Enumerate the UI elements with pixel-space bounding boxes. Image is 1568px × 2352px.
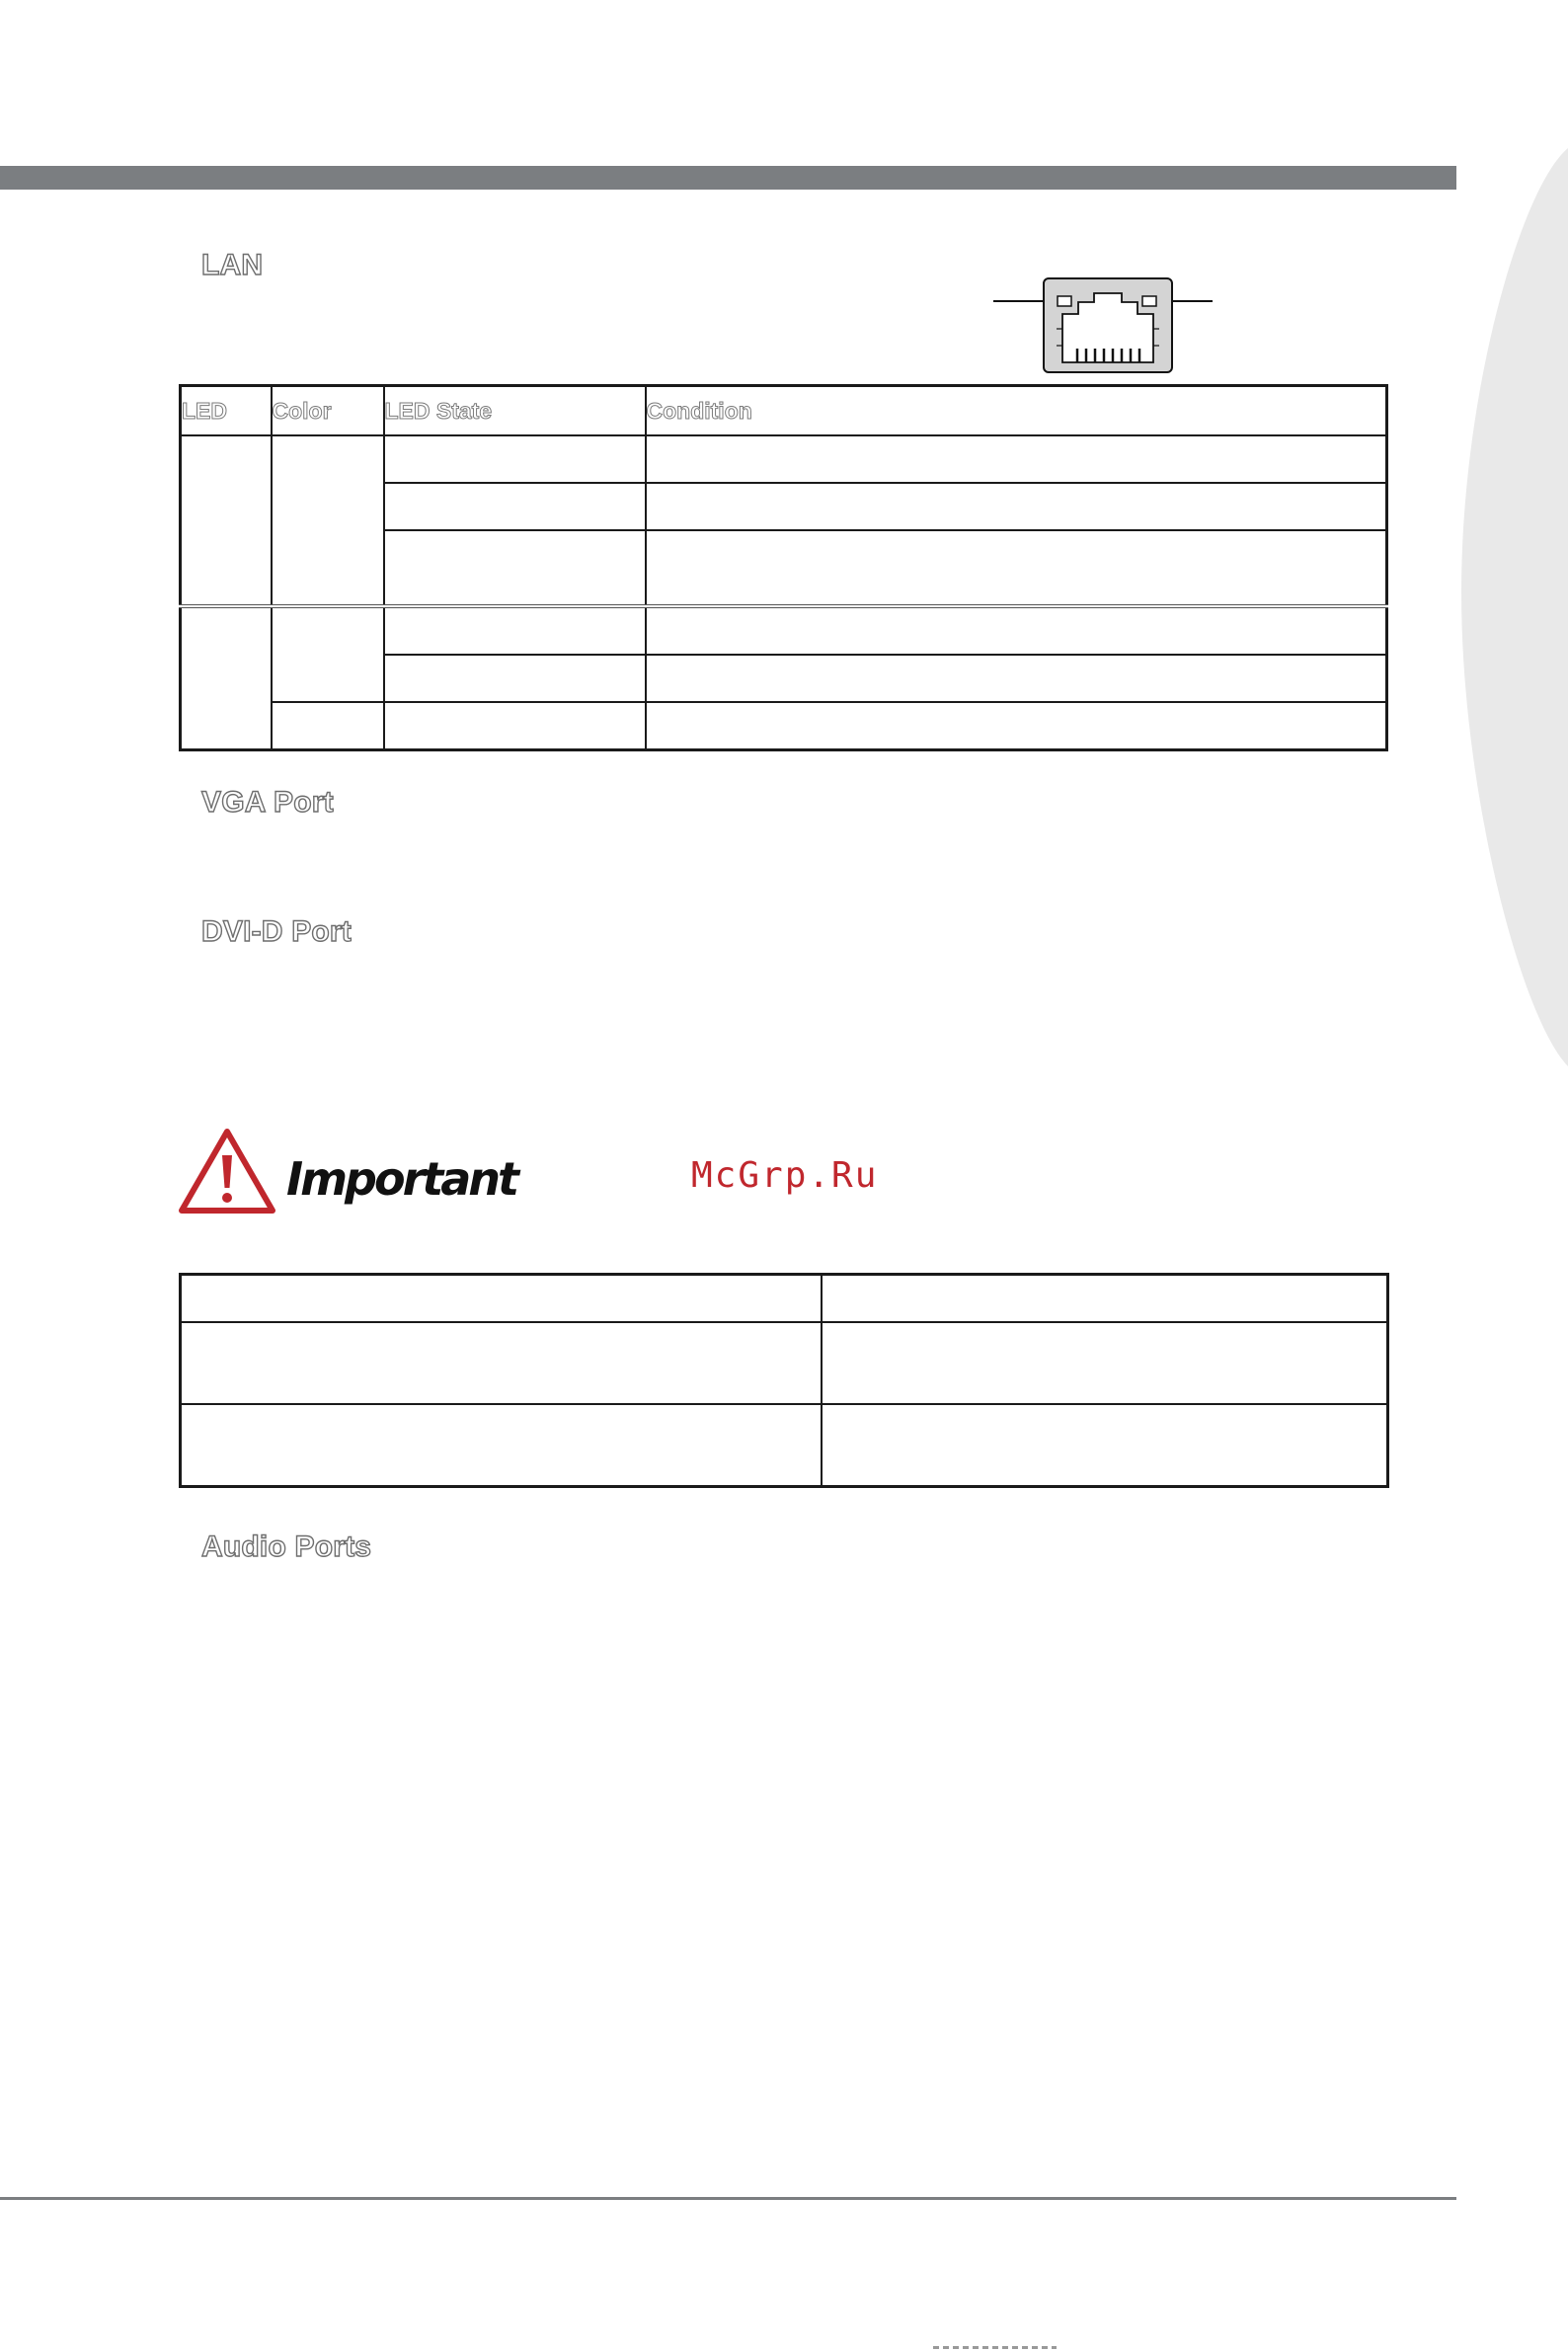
table-cell (822, 1322, 1388, 1404)
header-led-state: LED State (384, 386, 646, 436)
table-cell (181, 1404, 822, 1487)
table-cell (646, 530, 1387, 606)
table-cell (272, 702, 384, 750)
table-header-row (181, 386, 1387, 436)
table-cell (646, 483, 1387, 530)
table-cell (646, 435, 1387, 483)
table-row (181, 1322, 1388, 1404)
table-cell (181, 606, 272, 750)
footer-divider (0, 2197, 1456, 2200)
table-cell (646, 606, 1387, 655)
important-label: Important (286, 1152, 517, 1206)
table-cell (822, 1404, 1388, 1487)
lan-heading: LAN (201, 249, 264, 281)
table-header-row (181, 1275, 1388, 1323)
header-color: Color (272, 386, 384, 436)
side-tab (1461, 148, 1568, 1066)
table-cell (384, 606, 646, 655)
lan-led-table (179, 384, 1388, 751)
table-cell (646, 702, 1387, 750)
table-cell (181, 1322, 822, 1404)
table-cell (181, 435, 272, 606)
header-condition: Condition (646, 386, 1387, 436)
header-led: LED (181, 386, 272, 436)
table-cell (384, 655, 646, 702)
table-row (181, 702, 1387, 750)
table-cell (384, 483, 646, 530)
watermark: McGrp.Ru (691, 1155, 879, 1196)
important-warning (178, 1126, 517, 1219)
table-cell (181, 1275, 822, 1323)
audio-heading: Audio Ports (201, 1530, 372, 1563)
dvi-heading: DVI-D Port (201, 915, 352, 948)
table-cell (272, 435, 384, 606)
table-cell (272, 606, 384, 702)
footer-marks (933, 2346, 1057, 2349)
table-row (181, 1404, 1388, 1487)
table-row (181, 606, 1387, 655)
table-cell (384, 530, 646, 606)
table-cell (384, 702, 646, 750)
table-cell (646, 655, 1387, 702)
table-row (181, 435, 1387, 483)
vga-heading: VGA Port (201, 786, 334, 819)
display-resolution-table (179, 1273, 1389, 1488)
table-cell (822, 1275, 1388, 1323)
table-cell (384, 435, 646, 483)
header-bar (0, 166, 1456, 190)
rj45-port-icon (987, 272, 1224, 380)
